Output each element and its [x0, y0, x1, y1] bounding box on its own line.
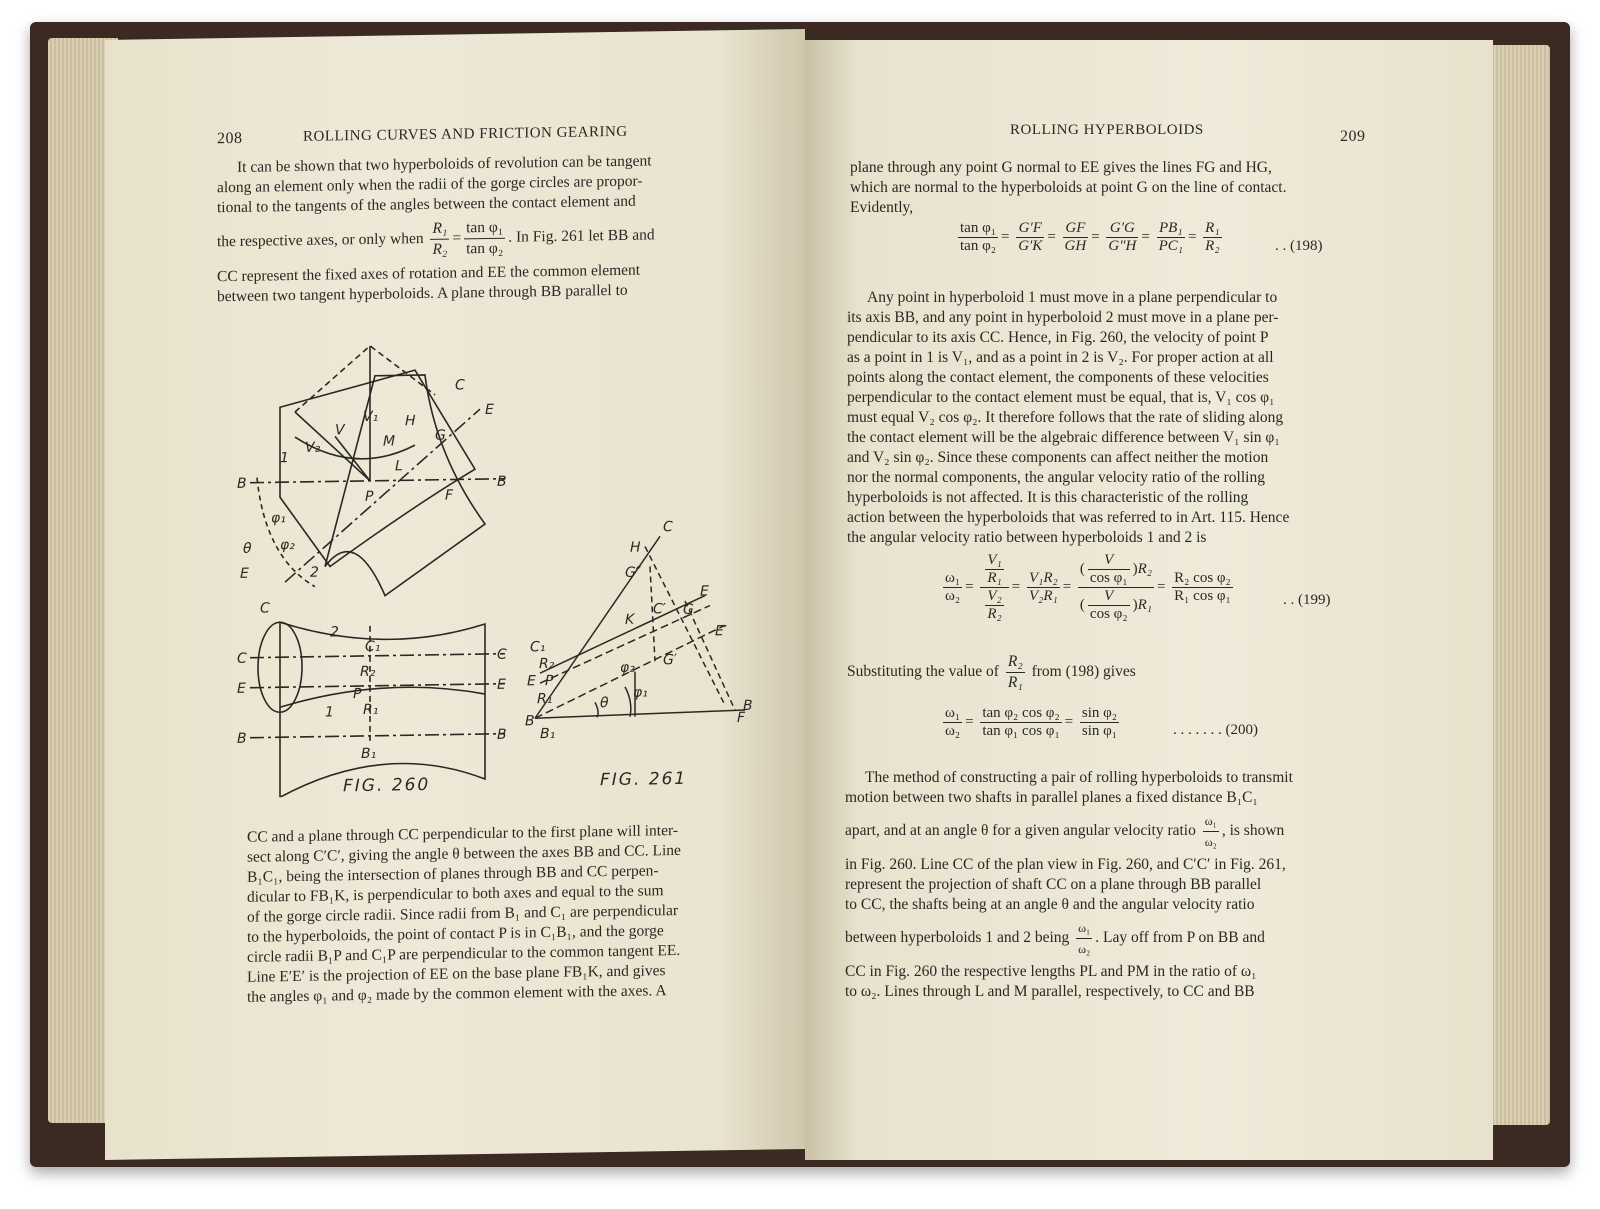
text-line: the contact element will be the algebraic difference between V₁ sin φ₁: [847, 429, 1280, 446]
label-H: H: [630, 539, 641, 556]
paragraph-intro: [850, 158, 1362, 218]
label-B: B: [237, 730, 247, 747]
numerator: PB₁: [1157, 220, 1185, 238]
fig-261-diagram: [525, 500, 755, 764]
text-line: the angles φ₁ and φ₂ made by the common element with the axes. A: [247, 982, 667, 1006]
fraction: [985, 588, 1003, 623]
text-line: tional to the tangents of the angles between the contact element and: [217, 192, 636, 217]
denominator: G″H: [1108, 238, 1137, 254]
inline-equation-line: the respective axes, or only when $\frac{\text{R₁}}{\text{R₂}}$ = $\frac{\text{tan φ₁}}{\text{tan φ₂}}$ . In Fig. 261 let BB and: [217, 214, 737, 263]
text-line: and V₂ sin φ₂. Since these components can affect neither the motion: [847, 449, 1269, 466]
text-fragment: the respective axes, or only when: [217, 230, 424, 251]
numerator: tan φ₂ cos φ₂: [982, 705, 1060, 721]
label-C-prime: C′: [653, 601, 666, 618]
paragraph-1: [217, 150, 737, 307]
label-E-prime: E′: [715, 623, 728, 640]
text-line: nor the normal components, the angular velocity ratio of the rolling: [847, 469, 1265, 486]
label-E: E: [485, 401, 494, 419]
denominator: cos φ₂: [1089, 606, 1128, 622]
running-head: ROLLING HYPERBOLOIDS: [1010, 122, 1204, 138]
label-G: G: [683, 601, 694, 618]
text-line: Evidently,: [850, 199, 914, 216]
fig-261-caption: FIG. 261: [600, 768, 688, 791]
label-theta: θ: [600, 695, 609, 712]
text-line: between two tangent hyperboloids. A plane through BB parallel to: [217, 281, 628, 306]
text-line: the angular velocity ratio between hyperboloids 1 and 2 is: [847, 529, 1207, 546]
text-line: action between the hyperboloids that was referred to in Art. 115. Hence: [847, 509, 1290, 526]
compound-fraction: [1078, 552, 1154, 623]
text-line: to CC, the shafts being at an angle θ and the angular velocity ratio: [845, 896, 1255, 913]
text-fragment: Substituting the value of: [847, 663, 999, 681]
factor: R₂: [1137, 560, 1152, 577]
denominator: G′K: [1018, 238, 1043, 254]
text-line: must equal V₂ cos φ₂. It therefore follows that the rate of sliding along: [847, 409, 1284, 426]
label-B: B: [525, 713, 535, 730]
fraction: [943, 570, 962, 605]
equation-number-199: . . (199): [1283, 592, 1331, 608]
fig-260-diagram: [235, 323, 535, 798]
fraction: [1157, 220, 1185, 255]
text-fragment: . In Fig. 261 let BB and: [508, 226, 655, 246]
denominator: sin φ₁: [1081, 723, 1118, 739]
text-line: which are normal to the hyperboloids at point G on the line of contact.: [850, 179, 1287, 196]
text-line: its axis BB, and any point in hyperboloid 2 must move in a plane per-: [847, 309, 1279, 326]
fraction: [464, 218, 505, 260]
denominator: R₁ cos φ₁: [1174, 588, 1231, 604]
fraction: [1027, 570, 1060, 605]
paragraph-2: [247, 820, 755, 1008]
text-line: Line E′E′ is the projection of EE on the base plane FB₁K, and gives: [247, 962, 666, 986]
fraction: [1088, 588, 1130, 623]
label-C: C: [497, 646, 507, 663]
denominator: V₂R₁: [1028, 588, 1058, 604]
numerator: GF: [1063, 220, 1089, 238]
text-line: pendicular to its axis CC. Hence, in Fig. 260, the velocity of point P: [847, 329, 1269, 346]
text-fragment: between hyperboloids 1 and 2 being: [845, 929, 1070, 947]
fraction: [1088, 552, 1130, 587]
text-line: along an element only when the radii of the gorge circles are propor-: [217, 172, 643, 197]
denominator: ω₂: [1078, 942, 1091, 956]
fraction: [1203, 220, 1221, 255]
compound-fraction: [980, 552, 1008, 623]
label-V: V: [335, 422, 345, 439]
label-M: M: [383, 433, 396, 450]
label-C: C: [455, 377, 465, 394]
page-number: 208: [217, 129, 243, 148]
numerator: ω₁: [1076, 918, 1092, 939]
fraction: [958, 220, 998, 255]
label-E: E: [527, 673, 536, 690]
equation-number-198: . . (198): [1275, 238, 1323, 254]
label-E: E: [497, 676, 506, 693]
fraction: [1203, 811, 1219, 852]
text-line: of the gorge circle radii. Since radii from B₁ and C₁ are perpendicular: [247, 901, 679, 926]
label-V2: V₂: [305, 439, 321, 456]
denominator: ( $\frac{V}{\text{cos φ₂}}$ )R₁: [1079, 588, 1152, 622]
label-C1: C₁: [365, 638, 381, 655]
denominator: R₂: [1205, 238, 1220, 254]
running-head: ROLLING CURVES AND FRICTION GEARING: [303, 123, 628, 145]
numerator: V₁: [987, 552, 1002, 568]
numerator: G′F: [1016, 220, 1044, 238]
label-R2: R₂: [539, 655, 555, 673]
numerator: ω₁: [1203, 811, 1219, 832]
label-V1: V₁: [363, 408, 379, 425]
label-C1: C₁: [530, 639, 546, 656]
text-line: plane through any point G normal to EE gives the lines FG and HG,: [850, 159, 1272, 176]
label-G: G: [435, 427, 446, 444]
label-phi2: φ₂: [280, 537, 295, 554]
label-C: C: [260, 600, 270, 617]
text-line: motion between two shafts in parallel planes a fixed distance B₁C₁: [845, 789, 1258, 806]
label-L: L: [395, 458, 403, 475]
text-line: Any point in hyperboloid 1 must move in a plane perpendicular to: [867, 289, 1278, 306]
text-line: in Fig. 260. Line CC of the plan view in Fig. 260, and C′C′ in Fig. 261,: [845, 856, 1286, 873]
label-F: F: [445, 487, 454, 504]
label-P: P: [353, 685, 362, 703]
numerator: ω₁: [945, 705, 961, 721]
text-line: It can be shown that two hyperboloids of revolution can be tangent: [237, 152, 652, 176]
label-E: E: [237, 680, 246, 697]
factor: R₁: [1137, 596, 1152, 613]
fraction: [985, 552, 1003, 587]
numerator: R₂ cos φ₂: [1174, 570, 1231, 586]
numerator: R₁: [430, 219, 449, 240]
label-C: C: [237, 650, 247, 667]
label-phi2: φ₂: [620, 659, 635, 676]
equation-198: $\frac{\text{tan φ₁}}{\text{tan φ₂}}$ = $\frac{G'F}{G'K}$ = $\frac{GF}{GH}$ = $\frac{G'G}{G''H}$ = $\frac{\text{PB₁}}{\text{PC₁}}$ = $\frac{\text{R₁}}{\text{R₂}}$: [960, 220, 1220, 254]
denominator: [980, 588, 1008, 623]
numerator: V₂: [987, 588, 1002, 604]
text-line: B₁C₁, being the intersection of planes through BB and CC perpen-: [247, 862, 659, 886]
label-B: B: [497, 473, 507, 490]
text-line: dicular to FB₁K, is perpendicular to both axes and equal to the sum: [247, 882, 664, 906]
text-line: perpendicular to the contact element must be equal, that is, V₁ cos φ₁: [847, 389, 1275, 406]
label-B: B: [497, 726, 507, 743]
numerator: [980, 552, 1008, 588]
fraction: [1016, 220, 1044, 255]
fraction: [1106, 220, 1138, 255]
numerator: V: [1088, 552, 1130, 570]
equation-200: $\frac{\text{ω₁}}{\text{ω₂}}$ = $\frac{\text{tan φ₂ cos φ₂}}{\text{tan φ₁ cos φ₁}}$ = $\frac{\text{sin φ₂}}{\text{sin φ₁}}$: [945, 705, 1118, 739]
fraction: [1172, 570, 1233, 605]
text-line: points along the contact element, the components of these velocities: [847, 369, 1269, 386]
denominator: R₂: [987, 606, 1002, 622]
text-fragment: . Lay off from P on BB and: [1095, 929, 1265, 947]
label-B: B: [237, 475, 247, 492]
denominator: tan φ₁ cos φ₁: [982, 723, 1060, 739]
label-R2: R₂: [360, 663, 376, 680]
page-edges-right: [1488, 45, 1550, 1125]
denominator: PC₁: [1158, 238, 1183, 254]
text-line: CC in Fig. 260 the respective lengths PL and PM in the ratio of ω₁: [845, 963, 1257, 980]
label-2: 2: [310, 564, 319, 581]
text-fragment: apart, and at an angle θ for a given angular velocity ratio: [845, 822, 1196, 840]
text-line: circle radii B₁P and C₁P are perpendicular to the common tangent EE.: [247, 941, 681, 966]
denominator: ω₂: [945, 588, 961, 604]
text-line: CC represent the fixed axes of rotation and EE the common element: [217, 261, 641, 286]
numerator: V: [1088, 588, 1130, 606]
fraction: [1063, 220, 1089, 255]
fig-260-caption: FIG. 260: [343, 774, 431, 797]
text-line: CC and a plane through CC perpendicular to the first plane will inter-: [247, 821, 678, 846]
inline-equation-line: [845, 811, 1362, 852]
label-2: 2: [330, 624, 339, 641]
text-fragment: , is shown: [1221, 822, 1285, 840]
label-theta: θ: [243, 540, 252, 557]
substitution-line: [847, 652, 1362, 693]
left-page: [105, 29, 805, 1160]
denominator: ω₂: [945, 723, 961, 739]
label-E: E: [240, 565, 249, 582]
fraction: [943, 705, 962, 740]
numerator: tan φ₁: [960, 220, 996, 236]
label-G-prime: G′: [663, 652, 678, 669]
label-phi1: φ₁: [271, 510, 286, 527]
text-line: hyperboloids is not affected. It is this characteristic of the rolling: [847, 489, 1249, 506]
label-B: B: [743, 697, 753, 714]
equation-199: $\frac{\text{ω₁}}{\text{ω₂}}$ = $\frac{\frac{\text{V₁}}{\text{R₁}}}{\frac{\text{V₂}}{\text{R₂}}}$ = $\frac{\text{V₁R₂}}{\text{V₂R₁}}$ = ( $\frac{V}{\text{cos φ₁}}$ )R₂ ( $\frac{V}{\text{cos φ₂}}$ )R₁ = $\frac{\text{R₂ cos φ₂}}{\text{R₁ cos φ₁}}$: [945, 552, 1231, 622]
label-B1: B₁: [361, 745, 377, 762]
numerator: ω₁: [945, 570, 961, 586]
denominator: GH: [1064, 238, 1087, 254]
label-phi1: φ₁: [633, 684, 648, 701]
fraction: [980, 705, 1061, 740]
denominator: cos φ₁: [1089, 570, 1128, 586]
page-number: 209: [1340, 128, 1366, 145]
label-P: P: [545, 672, 554, 690]
inline-equation-line: [845, 918, 1362, 959]
denominator: tan φ₂: [466, 239, 504, 258]
denominator: ω₂: [1204, 835, 1217, 849]
label-H: H: [405, 413, 416, 430]
label-C: C: [663, 519, 673, 536]
text-line: to the hyperboloids, the point of contact P is in C₁B₁, and the gorge: [247, 922, 664, 946]
fraction: [1080, 705, 1119, 740]
label-R1: R₁: [363, 701, 379, 718]
denominator: R₁: [987, 570, 1002, 586]
numerator: R₂: [1006, 652, 1025, 673]
text-line: sect along C′C′, giving the angle θ between the axes BB and CC. Line: [247, 841, 681, 866]
numerator: R₁: [1205, 220, 1220, 236]
label-1: 1: [325, 704, 334, 721]
numerator: tan φ₁: [464, 218, 505, 240]
fraction: [430, 219, 449, 260]
denominator: R₁: [1007, 674, 1023, 691]
denominator: tan φ₂: [960, 238, 996, 254]
denominator: R₂: [432, 240, 448, 258]
label-E: E: [700, 583, 709, 600]
numerator: V₁R₂: [1028, 570, 1058, 586]
text-line: to ω₂. Lines through L and M parallel, respectively, to CC and BB: [845, 983, 1255, 1000]
text-fragment: from (198) gives: [1031, 663, 1136, 681]
label-K: K: [625, 611, 635, 628]
equation-number-200: . . . . . . . (200): [1173, 722, 1258, 738]
numerator: sin φ₂: [1081, 705, 1118, 721]
fraction: [1006, 652, 1025, 693]
label-R1: R₁: [537, 690, 553, 708]
text-line: The method of constructing a pair of rolling hyperboloids to transmit: [865, 769, 1293, 786]
numerator: G′G: [1106, 220, 1138, 238]
label-1: 1: [280, 450, 289, 467]
text-line: as a point in 1 is V₁, and as a point in 2 is V₂. For proper action at all: [847, 349, 1274, 366]
numerator: ( $\frac{V}{\text{cos φ₁}}$ )R₂: [1079, 552, 1152, 586]
fraction: [1076, 918, 1092, 959]
right-page: [805, 40, 1493, 1160]
paragraph-3: [845, 768, 1362, 1002]
label-P: P: [365, 488, 374, 505]
label-B1: B₁: [540, 725, 556, 743]
paragraph-2: [847, 288, 1362, 548]
text-line: represent the projection of shaft CC on a plane through BB parallel: [845, 876, 1262, 893]
label-G-double-prime: G″: [625, 564, 642, 581]
label-F: F: [737, 709, 746, 727]
